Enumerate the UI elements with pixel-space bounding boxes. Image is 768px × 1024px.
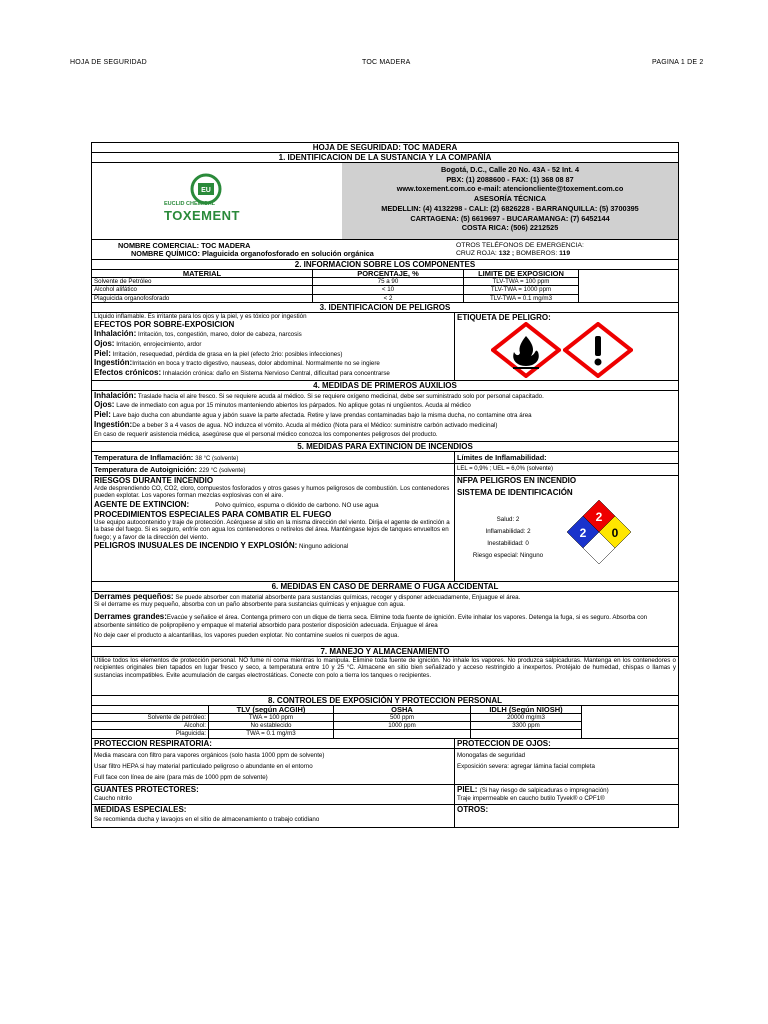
gloves-skin-block [92, 785, 678, 806]
table-row: Solvente de Petróleo 75 a 90 TLV-TWA = 100 ppm [92, 278, 678, 286]
company-contact [342, 163, 678, 239]
protection-block [92, 739, 678, 785]
section-8-heading: 8. CONTROLES DE EXPOSICIÓN Y PROTECCION PERSONAL [92, 696, 678, 706]
nfpa-health: 2 [579, 525, 587, 540]
fire-procedures-text: Use equipo autocontenido y traje de protección. Acérquese al sitio en la misma dirección del viento. Dirija el agente de extinción a la base del fuego. Si es seguro, enfríe con agua los contenedores o retírelos del área. Manténgase lejos de tanques envueltos en fuego; y a favor de la dirección del viento. [94, 518, 450, 541]
respiratory-line-3: Full face con línea de aire (para más de 1000 ppm de solvente) [94, 773, 268, 781]
fire-block [92, 452, 678, 582]
eyes-line-1: Monogafas de seguridad [457, 751, 526, 759]
nfpa-subtitle: SISTEMA DE IDENTIFICACIÓN [457, 487, 573, 497]
contact-web: www.toxement.com.co e-mail: atencioncliente@toxement.com.co [396, 184, 624, 194]
section-7-heading: 7. MANEJO Y ALMACENAMIENTO [92, 647, 678, 657]
fire-risks-text: Arde desprendiendo CO, CO2, cloro, compuestos fosforados y otros gases y humos peligrosos de combustión. Los contenedores pueden explotar. Los vapores forman mezclas explosivas con el aire. [94, 484, 450, 500]
autoignition: Temperatura de Autoignición: 229 °C (solvente) [92, 464, 454, 476]
hazards-block [92, 313, 678, 381]
skin-title: PIEL: (Si hay riesgo de salpicaduras o impregnación) [457, 784, 609, 794]
section-2-heading: 2. INFORMACION SOBRE LOS COMPONENTES [92, 259, 678, 270]
contact-address: Bogotá, D.C., Calle 20 No. 43A - 52 Int. 4 [441, 165, 579, 174]
others-title: OTROS: [457, 805, 489, 815]
small-spills: Derrames pequeños: Se puede absorber con material absorbente para sustancias químicas, recoger y disponer adecuadamente, Enjuague el área. [94, 591, 521, 601]
handling-text: Utilice todos los elementos de protección personal. NO fume ni coma mientras lo manipula. Elimine toda fuente de ignición. No inhale los vapores. No produzca salpicaduras. Mantenga en los contenedores o recipientes originales bien tapados en lugar fresco y seco, a temperatura entre 10 y 25 °C. Almacene en sitio bien señalizado y acceso restringido a inexpertos. Protéjalo de humedad, chispas o llamas y sustancias incompatibles. Evite acumulación de cargas electrostáticas. Conecte con polo a tierra los tanques o recipientes. [94, 656, 676, 679]
effects-title: EFECTOS POR SOBRE-EXPOSICION [94, 320, 235, 330]
sheet-title: HOJA DE SEGURIDAD: TOC MADERA [92, 143, 678, 153]
product-names [92, 240, 678, 259]
section-5-heading: 5. MEDIDAS PARA EXTINCION DE INCENDIOS [92, 442, 678, 452]
flame-pictogram-icon [491, 322, 561, 378]
section-1-heading: 1. IDENTIFICACION DE LA SUSTANCIA Y LA COMPAÑÍA [92, 153, 678, 163]
nfpa-instability: 0 [611, 525, 619, 540]
table-header-row: TLV (según ACGIH) OSHA IDLH (Según NIOSH) [92, 706, 678, 714]
nfpa-flammability: 2 [595, 509, 603, 524]
table-header-row: MATERIAL PORCENTAJE, % LIMITE DE EXPOSICION [92, 270, 678, 278]
spill-block [92, 592, 678, 647]
flammability-limits-label: Límites de Inflamabilidad: [455, 452, 678, 464]
contact-phone: PBX: (1) 2088600 - FAX: (1) 368 08 87 [446, 174, 574, 184]
safety-sheet [91, 142, 679, 828]
logo-subtitle: EUCLID CHEMICAL [164, 201, 216, 207]
respiratory-line-2: Usar filtro HEPA si hay material particulado peligroso o abundante en el entorno [94, 762, 313, 770]
exposure-table [92, 706, 678, 739]
gloves-value: Caucho nitrilo [94, 794, 132, 802]
gloves-title: GUANTES PROTECTORES: [94, 784, 199, 794]
chemical-name: NOMBRE QUÍMICO: Plaguicida organofosforado en solución orgánica [131, 249, 374, 258]
section-4-heading: 4. MEDIDAS DE PRIMEROS AUXILIOS [92, 381, 678, 391]
eyes-title: PROTECCION DE OJOS: [455, 739, 678, 749]
small-spills-2: Si el derrame es muy pequeño, absorba con un paño absorbente para sustancias químicas y enjuague con agua. [94, 601, 405, 609]
company-logo [92, 163, 342, 239]
effect-skin: Piel: Irritación, resequedad, pérdida de grasa en la piel (efecto 2rio: posibles infecciones) [94, 348, 343, 358]
nfpa-title: NFPA PELIGROS EN INCENDIO [457, 475, 577, 485]
svg-text:EU: EU [201, 187, 211, 194]
company-block [92, 163, 678, 240]
fire-risks-title: RIESGOS DURANTE INCENDIO [94, 475, 214, 485]
first-aid-block [92, 391, 678, 442]
first-aid-eyes: Ojos: Lave de inmediato con agua por 15 minutos manteniendo abiertos los párpados. No aplique gotas ni ungüentos. Acuda al médico [94, 400, 471, 410]
skin-value: Traje impermeable en caucho butilo Tyvek® o CPF1® [457, 795, 605, 803]
nfpa-ratings: Salud: 2 Inflamabilidad: 2 Inestabilidad: 0 Riesgo especial: Ninguno [472, 515, 544, 559]
table-row: Alcohol: No establecido 1000 ppm 3300 ppm [92, 722, 678, 730]
effect-chronic: Efectos crónicos: Inhalación crónica: daño en Sistema Nervioso Central, dificultad para concentrarse [94, 367, 390, 377]
table-row: Plaguicida: TWA = 0.1 mg/m3 [92, 730, 678, 738]
respiratory-title: PROTECCION RESPIRATORIA: [92, 739, 454, 749]
first-aid-note: En caso de requerir asistencia médica, asegúrese que el personal médico conozca los componentes peligrosos del producto. [94, 431, 438, 439]
page-header-right: PAGINA 1 DE 2 [652, 59, 704, 66]
table-row: Alcohol alifático < 10 TLV-TWA = 1000 ppm [92, 286, 678, 294]
special-block [92, 805, 678, 827]
logo-brand: TOXEMENT [164, 208, 240, 223]
emergency-phones: OTROS TELÉFONOS DE EMERGENCIA: CRUZ ROJA: 132 ; BOMBEROS: 119 [456, 242, 584, 257]
hazard-labels [455, 313, 678, 380]
hazard-label-title: ETIQUETA DE PELIGRO: [457, 312, 551, 322]
unusual-hazards: PELIGROS INUSUALES DE INCENDIO Y EXPLOSIÓN: Ninguno adicional [94, 541, 349, 551]
page-header-left: HOJA DE SEGURIDAD [70, 59, 147, 66]
special-value: Se recomienda ducha y lavaojos en el sitio de almacenamiento o trabajo cotidiano [94, 816, 320, 824]
effect-inhalation: Inhalación: Irritación, tos, congestión, mareo, dolor de cabeza, narcosis [94, 329, 302, 339]
contact-advisory: ASESORÍA TÉCNICA [473, 194, 547, 204]
large-spills: Derrames grandes:Evacúe y señalice el área. Contenga primero con un dique de tierra seca. Elimine toda fuente de ignición. Evite inhalar los vapores. Detenga la fuga, si es seguro. Absorba con absorbente sintético de polipropileno y empaque el material absorbido para posterior disposición adecuada. Enjuague el área [94, 612, 648, 629]
flammability-limits-value: LEL = 0,9% ; UEL = 6,0% (solvente) [455, 464, 678, 476]
eyes-line-2: Exposición severa: agregar lámina facial completa [457, 762, 595, 770]
components-table [92, 270, 678, 303]
effect-ingestion: Ingestión:Irritación en boca y tracto digestivo, nauseas, dolor abdominal. Normalmente no se ingiere [94, 358, 380, 368]
spill-note: No deje caer el producto a alcantarillas, los vapores pueden explotar. No contamine suelos ni cuerpos de agua. [94, 632, 400, 640]
contact-cities-1: MEDELLIN: (4) 4132298 - CALI: (2) 6826228 - BARRANQUILLA: (5) 3700395 [381, 203, 639, 213]
respiratory-line-1: Media mascara con filtro para vapores orgánicos (solo hasta 1000 ppm de solvente) [94, 751, 325, 759]
nfpa-diamond-icon [567, 500, 631, 564]
table-row: Plaguicida organofosforado < 2 TLV-TWA = 0.1 mg/m3 [92, 294, 678, 302]
table-row: Solvente de petróleo: TWA = 100 ppm 500 ppm 20000 mg/m3 [92, 714, 678, 722]
fire-procedures-title: PROCEDIMIENTOS ESPECIALES PARA COMBATIR EL FUEGO [94, 509, 332, 519]
handling-block [92, 657, 678, 696]
section-3-heading: 3. IDENTIFICACION DE PELIGROS [92, 303, 678, 313]
section-6-heading: 6. MEDIDAS EN CASO DE DERRAME O FUGA ACCIDENTAL [92, 582, 678, 592]
first-aid-skin: Piel: Lave bajo ducha con abundante agua y jabón suave la parte afectada. Retire y lave prendas contaminadas bajo la misma ducha, no contamine otra área [94, 410, 532, 419]
effect-eyes: Ojos: Irritación, enrojecimiento, ardor [94, 339, 202, 348]
page-header-center: TOC MADERA [362, 59, 411, 66]
hazards-intro: Líquido inflamable. Es irritante para los ojos y la piel, y es tóxico por ingestión [94, 312, 307, 320]
first-aid-ingestion: Ingestión:De a beber 3 a 4 vasos de agua. NO induzca el vómito. Acuda al médico (Nota para el Médico: suministre carbón activado medicinal) [94, 419, 498, 429]
flash-point: Temperatura de Inflamación: 38 °C (solvente) [92, 452, 454, 464]
contact-costa-rica: COSTA RICA: (506) 2212525 [461, 223, 559, 233]
exclamation-pictogram-icon [563, 322, 633, 378]
first-aid-inhalation: Inhalación: Traslade hacia el aire fresco. Si se requiere acuda al médico. Si se requiere oxígeno medicinal, debe ser suministrado solo por personal capacitado. [94, 390, 544, 400]
contact-cities-2: CARTAGENA: (5) 6619697 - BUCARAMANGA: (7) 6452144 [410, 213, 610, 223]
commercial-name: NOMBRE COMERCIAL: TOC MADERA [118, 241, 251, 250]
special-title: MEDIDAS ESPECIALES: [94, 805, 187, 815]
extinction-agent: AGENTE DE EXTINCION: Polvo químico, espuma o dióxido de carbono. NO use agua [94, 500, 379, 509]
